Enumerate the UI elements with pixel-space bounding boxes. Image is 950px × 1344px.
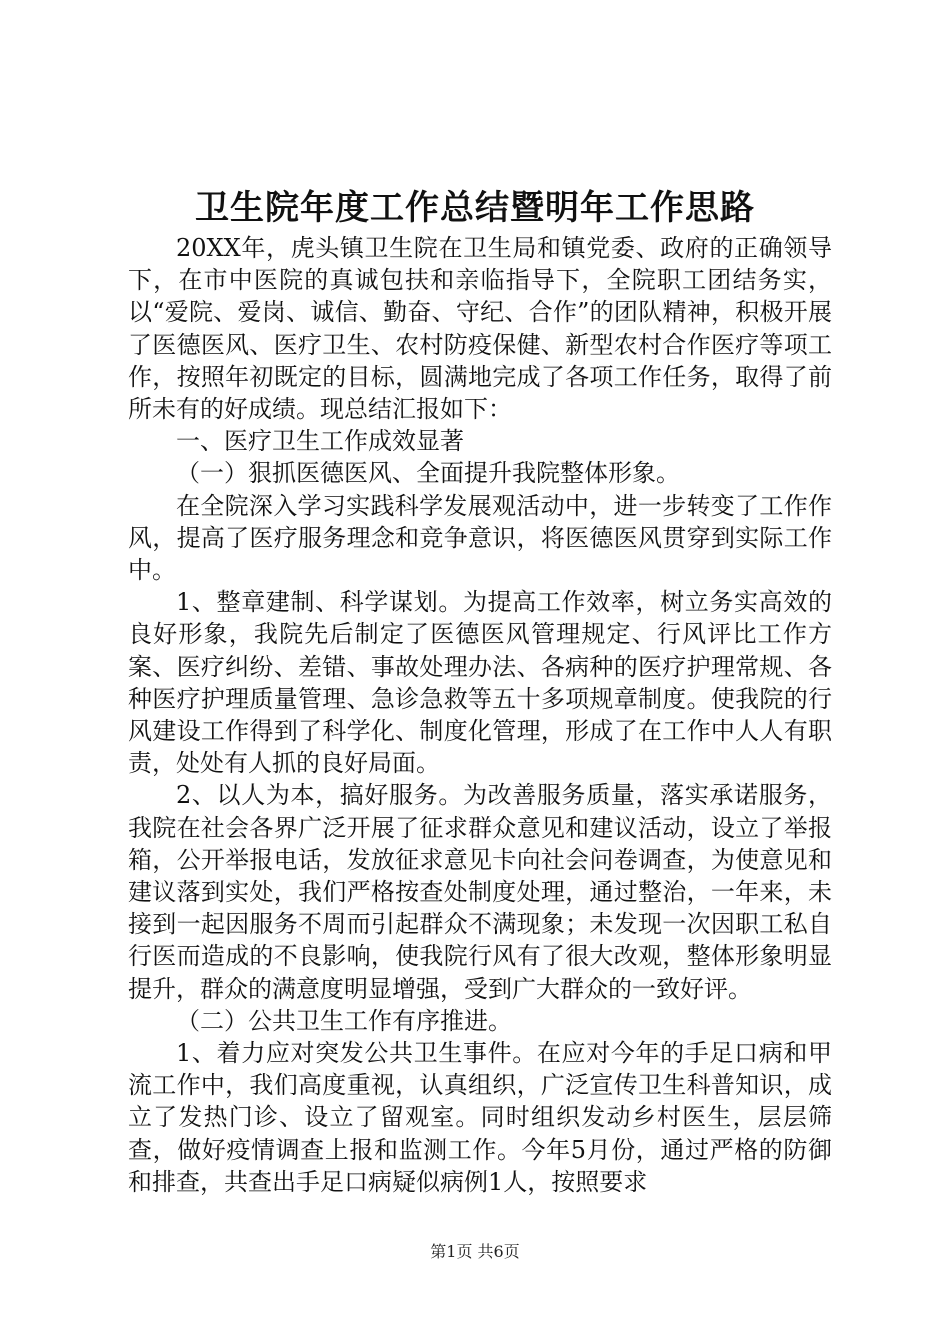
paragraph-item-1: 1、整章建制、科学谋划。为提高工作效率，树立务实高效的良好形象，我院先后制定了医德医风管理规定、行风评比工作方案、医疗纠纷、差错、事故处理办法、各病种的医疗护理常规、各种医疗护理质量管理、急诊急救等五十多项规章制度。使我院的行风建设工作得到了科学化、制度化管理，形成了在工作中人人有职责，处处有人抓的良好局面。 — [128, 588, 832, 778]
page-number: 第1页 共6页 — [430, 1242, 520, 1261]
subsection-heading-2: （二）公共卫生工作有序推进。 — [176, 1006, 512, 1035]
paragraph-conduct: 在全院深入学习实践科学发展观活动中，进一步转变了工作作风，提高了医疗服务理念和竞争意识，将医德医风贯穿到实际工作中。 — [128, 491, 832, 585]
paragraph-item-2: 2、以人为本，搞好服务。为改善服务质量，落实承诺服务，我院在社会各界广泛开展了征求群众意见和建议活动，设立了举报箱，公开举报电话，发放征求意见卡向社会问卷调查，为使意见和建议落到实处，我们严格按查处制度处理，通过整治，一年来，未接到一起因服务不周而引起群众不满现象；未发现一次因职工私自行医而造成的不良影响，使我院行风有了很大改观，整体形象明显提升，群众的满意度明显增强，受到广大群众的一致好评。 — [128, 781, 832, 1003]
subsection-heading-1: （一）狠抓医德医风、全面提升我院整体形象。 — [176, 459, 680, 488]
paragraph-public-health-1: 1、着力应对突发公共卫生事件。在应对今年的手足口病和甲流工作中，我们高度重视，认真组织，广泛宣传卫生科普知识，成立了发热门诊、设立了留观室。同时组织发动乡村医生，层层筛查，做好疫情调查上报和监测工作。今年5月份，通过严格的防御和排查，共查出手足口病疑似病例1人，按照要求 — [128, 1039, 832, 1196]
paragraph-intro: 20XX年，虎头镇卫生院在卫生局和镇党委、政府的正确领导下，在市中医院的真诚包扶和亲临指导下，全院职工团结务实，以“爱院、爱岗、诚信、勤奋、守纪、合作”的团队精神，积极开展了医德医风、医疗卫生、农村防疫保健、新型农村合作医疗等项工作，按照年初既定的目标，圆满地完成了各项工作任务，取得了前所未有的好成绩。现总结汇报如下： — [128, 234, 832, 424]
document-body — [128, 232, 832, 1198]
section-heading-1: 一、医疗卫生工作成效显著 — [176, 427, 464, 456]
document-title: 卫生院年度工作总结暨明年工作思路 — [195, 188, 755, 228]
